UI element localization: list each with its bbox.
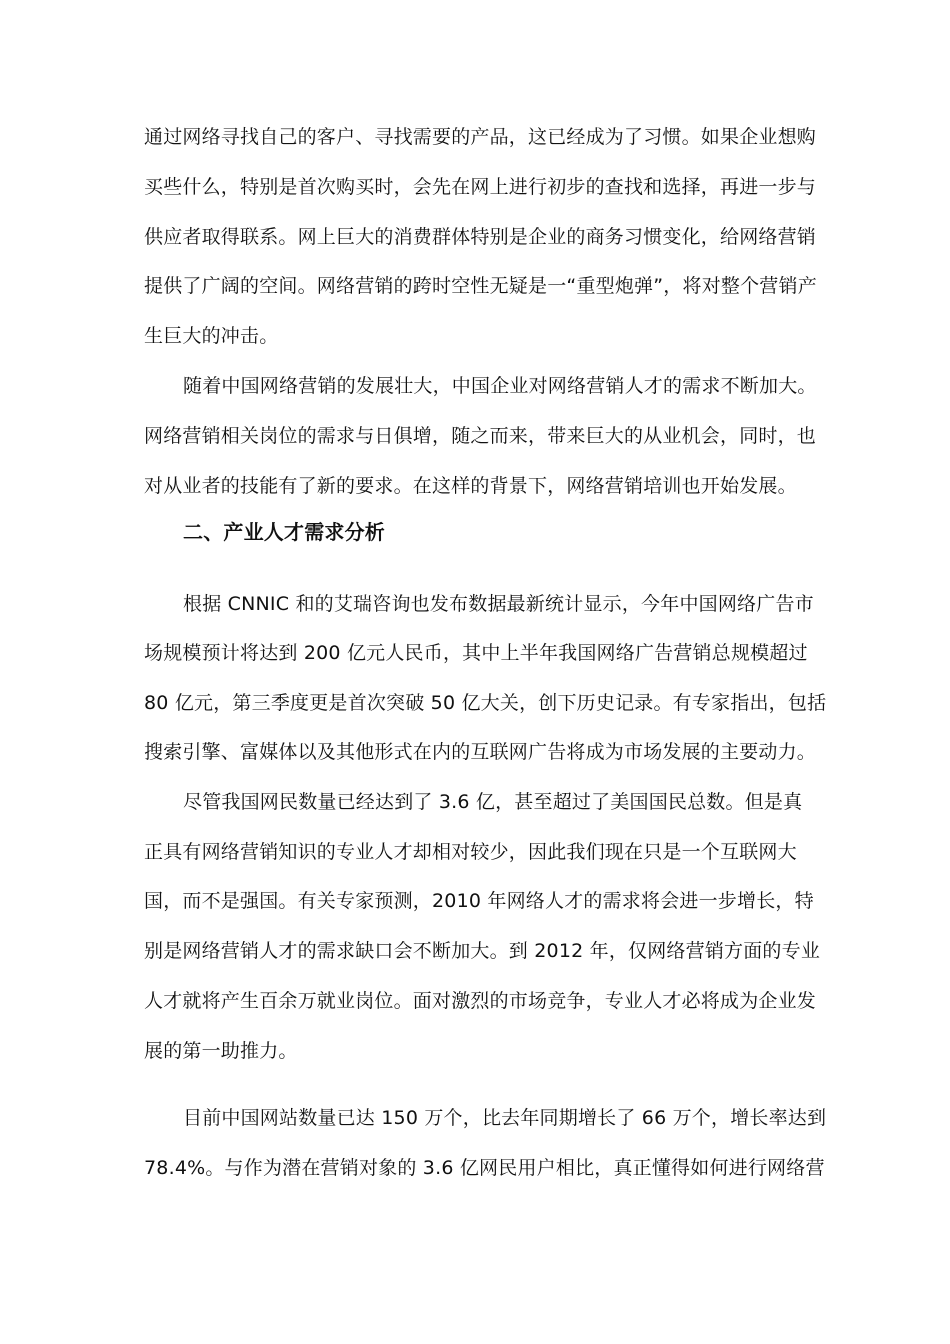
paragraph-line: 对从业者的技能有了新的要求。在这样的背景下，网络营销培训也开始发展。 [144,475,797,497]
paragraph-line: 正具有网络营销知识的专业人才却相对较少，因此我们现在只是一个互联网大 [144,841,797,863]
paragraph-line: 国，而不是强国。有关专家预测，2010 年网络人才的需求将会进一步增长，特 [144,890,814,912]
paragraph-line: 根据 CNNIC 和的艾瑞咨询也发布数据最新统计显示，今年中国网络广告市 [183,593,814,615]
paragraph-line: 供应者取得联系。网上巨大的消费群体特别是企业的商务习惯变化，给网络营销 [144,226,817,248]
section-heading: 二、产业人才需求分析 [183,520,385,544]
paragraph-line: 通过网络寻找自己的客户、寻找需要的产品，这已经成为了习惯。如果企业想购 [144,126,817,148]
paragraph-line: 搜索引擎、富媒体以及其他形式在内的互联网广告将成为市场发展的主要动力。 [144,741,817,763]
paragraph-line: 场规模预计将达到 200 亿元人民币，其中上半年我国网络广告营销总规模超过 [144,642,808,664]
paragraph-line: 随着中国网络营销的发展壮大，中国企业对网络营销人才的需求不断加大。 [183,375,817,397]
paragraph-line: 人才就将产生百余万就业岗位。面对激烈的市场竞争，专业人才必将成为企业发 [144,990,817,1012]
paragraph-line: 目前中国网站数量已达 150 万个，比去年同期增长了 66 万个，增长率达到 [183,1107,827,1129]
paragraph-line: 提供了广阔的空间。网络营销的跨时空性无疑是一“重型炮弹”，将对整个营销产 [144,275,817,297]
paragraph-line: 78.4%。与作为潜在营销对象的 3.6 亿网民用户相比，真正懂得如何进行网络营 [144,1157,825,1179]
paragraph-line: 80 亿元，第三季度更是首次突破 50 亿大关，创下历史记录。有专家指出，包括 [144,692,827,714]
paragraph-line: 买些什么，特别是首次购买时，会先在网上进行初步的查找和选择，再进一步与 [144,176,817,198]
paragraph-line: 生巨大的冲击。 [144,325,279,347]
paragraph-line: 展的第一助推力。 [144,1040,298,1062]
paragraph-line: 网络营销相关岗位的需求与日俱增，随之而来，带来巨大的从业机会，同时，也 [144,425,817,447]
paragraph-line: 尽管我国网民数量已经达到了 3.6 亿，甚至超过了美国国民总数。但是真 [183,791,803,813]
paragraph-line: 别是网络营销人才的需求缺口会不断加大。到 2012 年，仅网络营销方面的专业 [144,940,821,962]
